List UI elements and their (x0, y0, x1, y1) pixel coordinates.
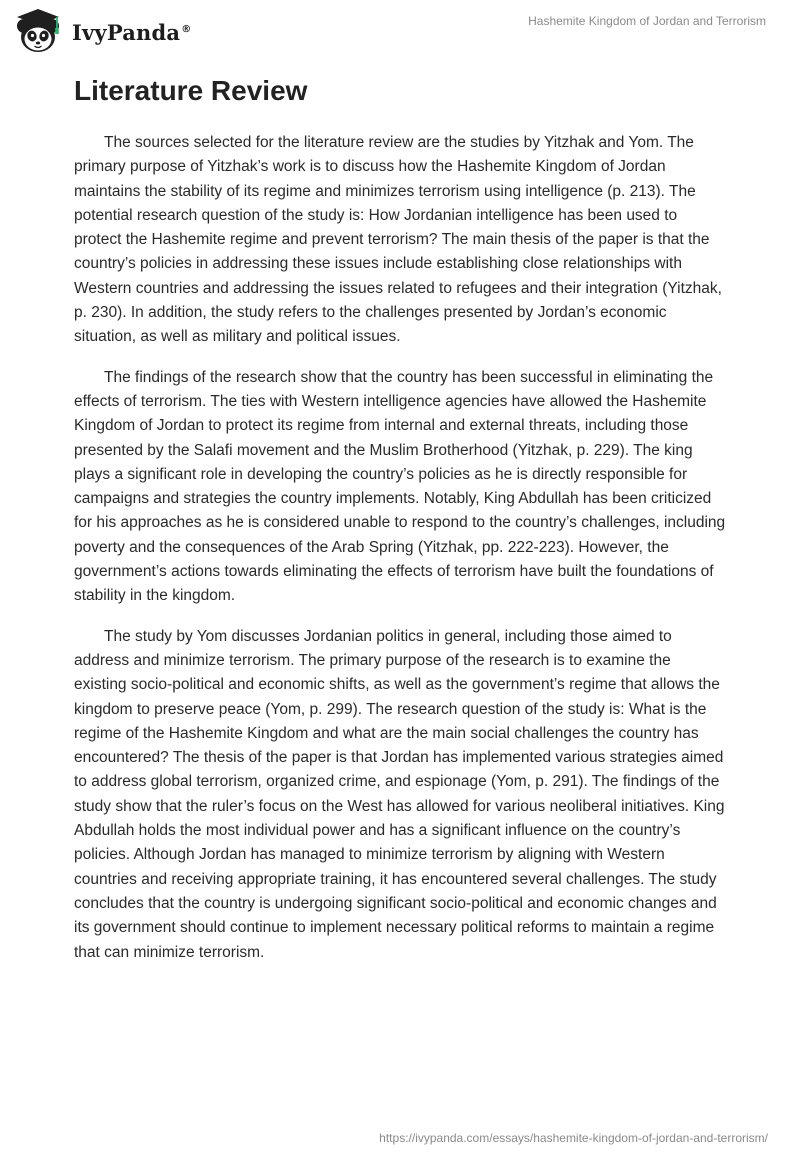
brand-logo[interactable] (12, 6, 191, 56)
paragraph: The study by Yom discusses Jordanian politics in general, including those aimed to address and minimize terrorism. The primary purpose of the research is to examine the existing socio-political and economic shifts, as well as the government’s regime that allows the kingdom to preserve peace (Yom, p. 299). The research question of the study is: What is the regime of the Hashemite Kingdom and what are the main social challenges the country has encountered? The thesis of the paper is that Jordan has implemented various strategies aimed to address global terrorism, organized crime, and espionage (Yom, p. 291). The findings of the study show that the ruler’s focus on the West has allowed for various neoliberal initiatives. King Abdullah holds the most individual power and has a significant influence on the country’s policies. Although Jordan has managed to minimize terrorism by aligning with Western countries and receiving appropriate training, it has encountered several challenges. The study concludes that the country is undergoing significant socio-political and economic changes and its government should continue to implement necessary political reforms to maintain a regime that can minimize terrorism. (74, 627, 725, 961)
paragraph: The findings of the research show that the country has been successful in eliminating the effects of terrorism. The ties with Western intelligence agencies have allowed the Hashemite Kingdom of Jordan to protect its regime from internal and external threats, including those presented by the Salafi movement and the Muslim Brotherhood (Yitzhak, p. 229). The king plays a significant role in developing the country’s policies as he is directly responsible for campaigns and strategies the country implements. Notably, King Abdullah has been criticized for his approaches as he is considered unable to respond to the country’s challenges, including poverty and the consequences of the Arab Spring (Yitzhak, pp. 222-223). However, the government’s actions towards eliminating the effects of terrorism have built the foundations of stability in the kingdom. (74, 368, 726, 605)
brand-name: IvyPanda® (72, 19, 192, 45)
document-title: Hashemite Kingdom of Jordan and Terrorism (528, 14, 766, 28)
section-heading: Literature Review (74, 75, 308, 106)
panda-graduation-cap-icon (12, 6, 66, 56)
paragraph: The sources selected for the literature review are the studies by Yitzhak and Yom. The primary purpose of Yitzhak’s work is to discuss how the Hashemite Kingdom of Jordan maintains the stability of its regime and minimizes terrorism using intelligence (p. 213). The potential research question of the study is: How Jordanian intelligence has been used to protect the Hashemite regime and prevent terrorism? The main thesis of the paper is that the country’s policies in addressing these issues include establishing close relationships with Western countries and addressing the issues related to refugees and their integration (Yitzhak, p. 230). In addition, the study refers to the challenges presented by Jordan’s economic situation, as well as military and political issues. (74, 134, 722, 346)
page-header (0, 0, 800, 60)
source-url[interactable]: https://ivypanda.com/essays/hashemite-kingdom-of-jordan-and-terrorism/ (379, 1131, 768, 1145)
article (74, 72, 726, 981)
registered-mark: ® (181, 23, 192, 35)
